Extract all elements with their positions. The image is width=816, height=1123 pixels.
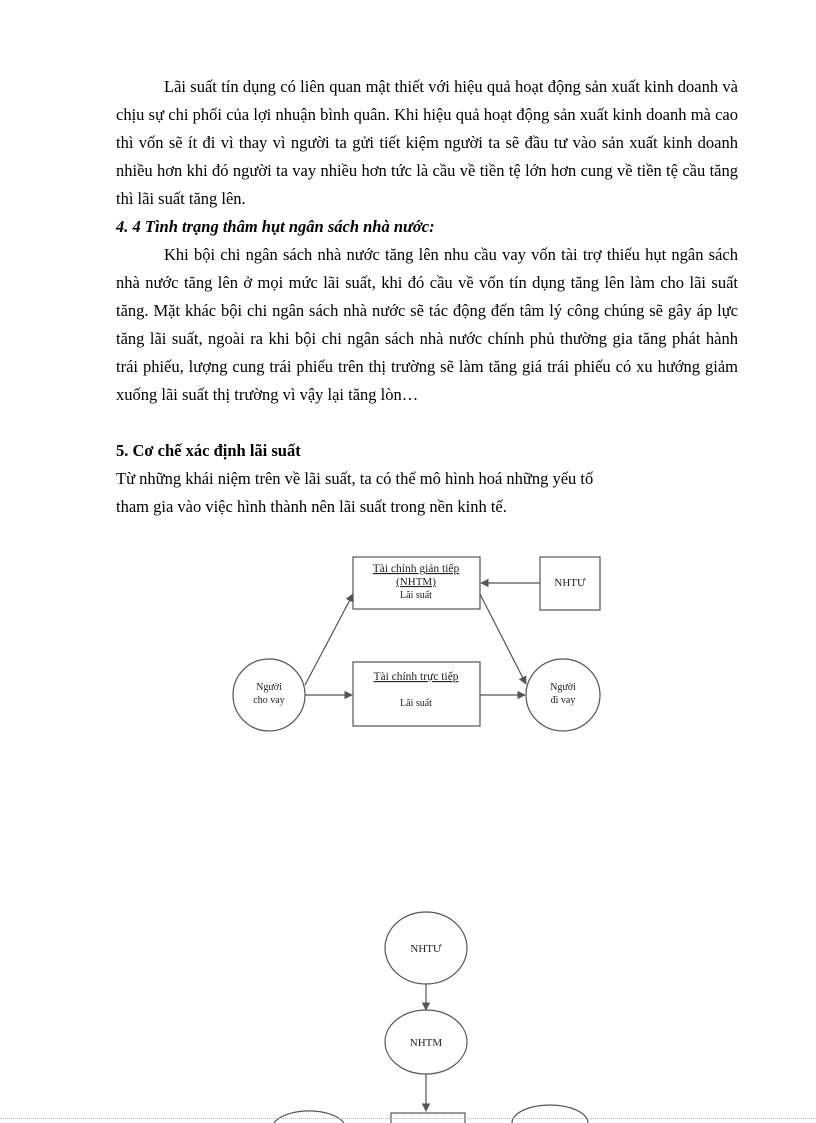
paragraph-text: Khi bội chi ngân sách nhà nước tăng lên nhu cầu vay vốn tài trợ thiếu hụt ngân sách nhà nước tăng lên ở mọi mức lãi suất, khi đó cầu về vốn tín dụng tăng lên làm cho lãi suất tăng. Mặt khác bội chi ngân sách nhà nước sẽ tác động đến tâm lý công chúng sẽ gây áp lực tăng lãi suất, ngoài ra khi bội chi ngân sách nhà nước chính phủ thường gia tăng phát hành trái phiếu, lượng cung trái phiếu trên thị trường sẽ làm tăng giá trái phiếu có xu hướng giảm xuống lãi suất thị trường vì vậy lại tăng lòn…	[116, 245, 738, 404]
arrow-indirect-to-borrower	[480, 594, 526, 684]
lender-label-line1: Người	[256, 682, 282, 693]
left-circle-partial	[274, 1111, 344, 1123]
section-heading-4-4: 4. 4 Tình trạng thâm hụt ngân sách nhà nước:	[116, 217, 435, 236]
financial-flow-diagram	[233, 557, 600, 731]
paragraph-intro-line-2: tham gia vào việc hình thành nên lãi suất trong nền kinh tế.	[116, 497, 507, 516]
arrow-lender-to-indirect	[305, 594, 353, 685]
indirect-finance-subtitle: (NHTM)	[396, 576, 436, 588]
direct-finance-title: Tài chính trực tiếp	[373, 671, 459, 683]
direct-finance-rate: Lãi suất	[400, 698, 432, 709]
borrower-label-line1: Người	[550, 682, 576, 693]
right-circle-partial	[512, 1105, 588, 1123]
borrower-label-line2: đi vay	[550, 695, 576, 706]
paragraph-intro-line-1: Từ những khái niệm trên về lãi suất, ta có thể mô hình hoá những yếu tố	[116, 469, 594, 488]
lender-label-line2: cho vay	[253, 695, 285, 706]
indirect-finance-title: Tài chính gián tiếp	[372, 563, 460, 575]
central-bank-circle-label: NHTƯ	[410, 943, 442, 955]
section-heading-5: 5. Cơ chế xác định lãi suất	[116, 441, 301, 460]
central-bank-label: NHTƯ	[554, 577, 586, 589]
paragraph-text: Lãi suất tín dụng có liên quan mật thiết với hiệu quả hoạt động sản xuất kinh doanh và chịu sự chi phối của lợi nhuận bình quân. Khi hiệu quả hoạt động sản xuất kinh doanh mà cao thì vốn sẽ ít đi vì thay vì người ta gửi tiết kiệm người ta sẽ đầu tư vào sản xuất kinh doanh nhiều hơn khi đó người ta vay nhiều hơn tức là cầu về tiền tệ lớn hơn cung về tiền tệ cầu tăng thì lãi suất tăng lên.	[116, 77, 738, 208]
indirect-finance-rate: Lãi suất	[400, 590, 432, 601]
page-bottom-rule	[0, 1118, 816, 1119]
commercial-bank-circle-label: NHTM	[409, 1037, 443, 1049]
bank-hierarchy-diagram	[274, 912, 588, 1123]
